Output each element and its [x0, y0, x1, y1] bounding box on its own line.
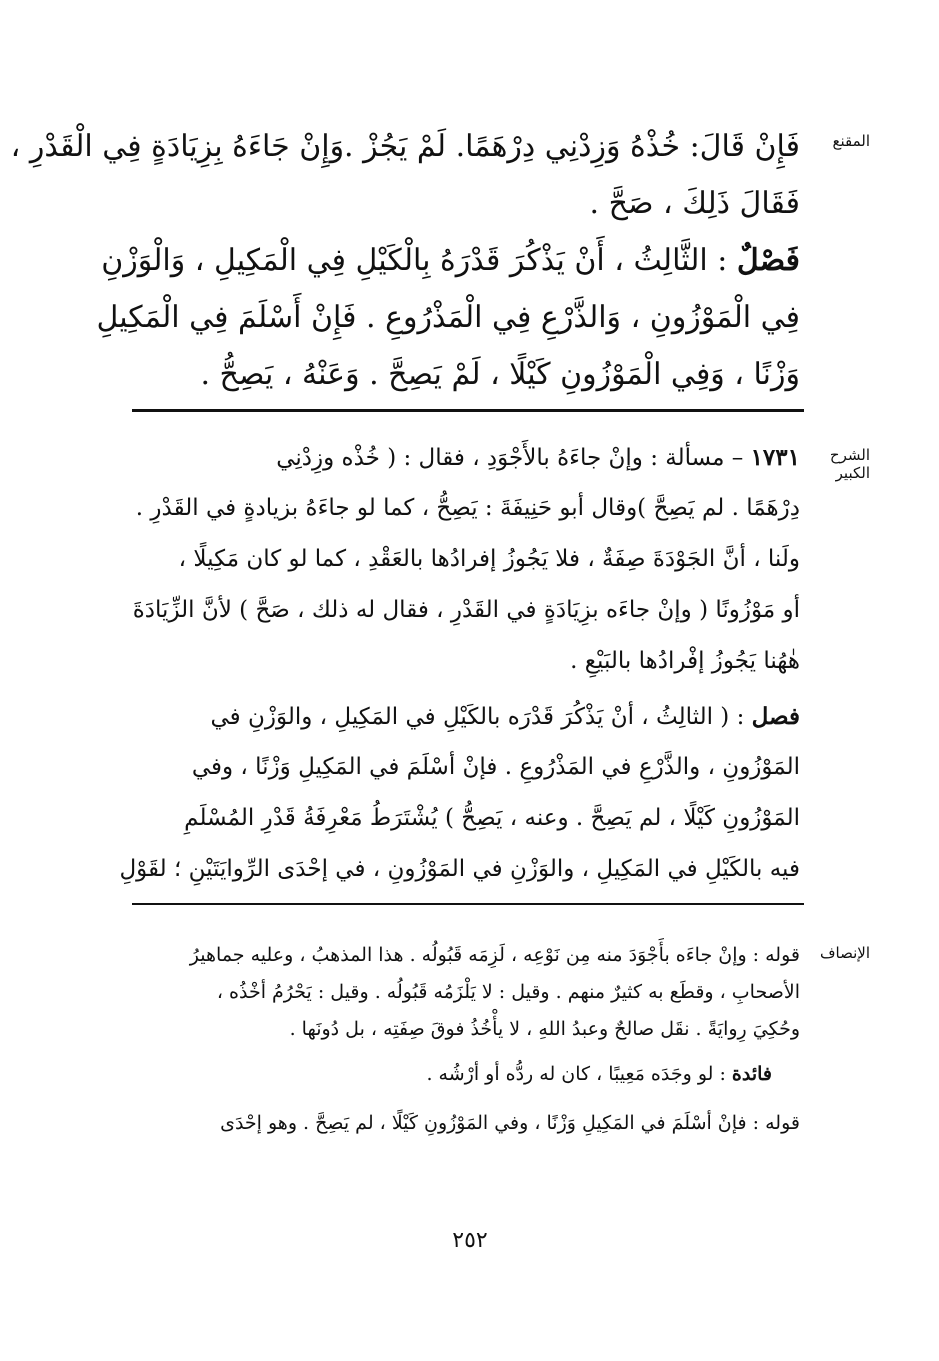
section-divider [132, 409, 804, 412]
sharh-line: المَوْزُونِ ، والذَّرْعِ في المَذْرُوعِ . فإنْ أسْلَمَ في المَكِيلِ وَزْنًا ، وفي [191, 754, 800, 780]
sharh-line: ولَنا ، أنَّ الجَوْدَةَ صِفَةٌ ، فلا يَجُوزُ إفرادُها بالعَقْدِ ، كما لو كان مَكِيلًا ، [178, 546, 800, 572]
faida-heading: فائدة [731, 1063, 772, 1085]
fasl-heading: فصل [751, 703, 800, 730]
insaf-line: قوله : فإنْ أسْلَمَ في المَكِيلِ وَزْنًا ، وفي المَوْزُونِ كَيْلًا ، لم يَصِحَّ . وهو إحْدَى [220, 1112, 800, 1134]
sharh-line: ١٧٣١ – مسألة : وإنْ جاءَهُ بالأَجْوَدِ ، فقال : ( خُذْه وزِدْنِي [276, 444, 800, 471]
muqni-line: فَإِنْ قَالَ: خُذْهُ وَزِدْنِي دِرْهَمًا. لَمْ يَجُزْ .وَإِنْ جَاءَهُ بِزِيَادَةٍ فِي الْقَدْرِ ، [10, 129, 800, 164]
sharh-line: أو مَوْزُونًا ( وإنْ جاءَه بزِيَادَةٍ في القَدْرِ ، فقال له ذلك ، صَحَّ ) لأنَّ الزِّيَادَةَ [132, 597, 800, 623]
label-insaf: الإنصاف [819, 944, 870, 962]
sharh-line: هٰهُنا يَجُوزُ إفْرادُها بالبَيْعِ . [570, 648, 800, 674]
sharh-line: المَوْزُونِ كَيْلًا ، لم يَصِحَّ . وعنه ، يَصِحُّ ) يُشْتَرَطُ مَعْرِفَةُ قَدْرِ المُسْلَمِ [184, 805, 800, 831]
page-number: ٢٥٢ [452, 1228, 488, 1253]
muqni-line: فَقَالَ ذَلِكَ ، صَحَّ . [589, 186, 800, 221]
insaf-line: فائدة : لو وجَدَه مَعِيبًا ، كان له ردُّه أو أرْشُه . [426, 1063, 772, 1085]
sharh-text [119, 432, 800, 895]
insaf-line: وحُكِيَ رِوايَةً . نقَل صالحٌ وعبدُ اللهِ ، لا يأْخُذُ فوقَ صِفَتِه ، بل دُونَها . [289, 1018, 800, 1040]
sharh-line: فصل : ( الثالِثُ ، أنْ يَذْكُرَ قَدْرَه بالكَيْلِ في المَكِيلِ ، والوَزْنِ في [210, 703, 800, 730]
issue-number: ١٧٣١ [750, 444, 800, 471]
muqni-line: فَصْلٌ : الثَّالِثُ ، أَنْ يَذْكُرَ قَدْرَهُ بِالْكَيْلِ فِي الْمَكِيلِ ، وَالْوَزْنِ [101, 243, 800, 278]
muqni-line: فِي الْمَوْزُونِ ، وَالذَّرْعِ فِي الْمَذْرُوعِ . فَإِنْ أَسْلَمَ فِي الْمَكِيلِ [96, 300, 800, 335]
insaf-text [130, 937, 800, 1142]
sharh-line: دِرْهَمًا . لم يَصِحَّ )وقال أبو حَنِيفَةَ : يَصِحُّ ، كما لو جاءَهُ بزيادةٍ في القَدْرِ . [135, 495, 800, 521]
sharh-line: فيه بالكَيْلِ في المَكِيلِ ، والوَزْنِ في المَوْزُونِ ، في إحْدَى الرِّوايَتَيْنِ ؛ لقَوْلِ [119, 856, 800, 882]
fasl-heading: فَصْلٌ [736, 243, 800, 278]
muqni-line: وَزْنًا ، وَفِي الْمَوْزُونِ كَيْلًا ، لَمْ يَصِحَّ . وَعَنْهُ ، يَصِحُّ . [200, 357, 800, 392]
muqni-text [10, 118, 800, 403]
insaf-line: قوله : وإنْ جاءَه بأَجْوَدَ منه مِن نَوْعِه ، لَزِمَه قَبُولُه . هذا المذهبُ ، وعليه جماهيرُ [189, 944, 800, 966]
label-muqni: المقنع [832, 132, 870, 150]
section-divider [132, 903, 804, 905]
label-sharh: الشرح الكبير [829, 446, 870, 482]
insaf-line: الأصحابِ ، وقطَع به كثيرٌ منهم . وقيل : لا يَلْزَمُه قَبُولُه . وقيل : يَحْرُمُ أخْذُه ، [216, 981, 800, 1003]
